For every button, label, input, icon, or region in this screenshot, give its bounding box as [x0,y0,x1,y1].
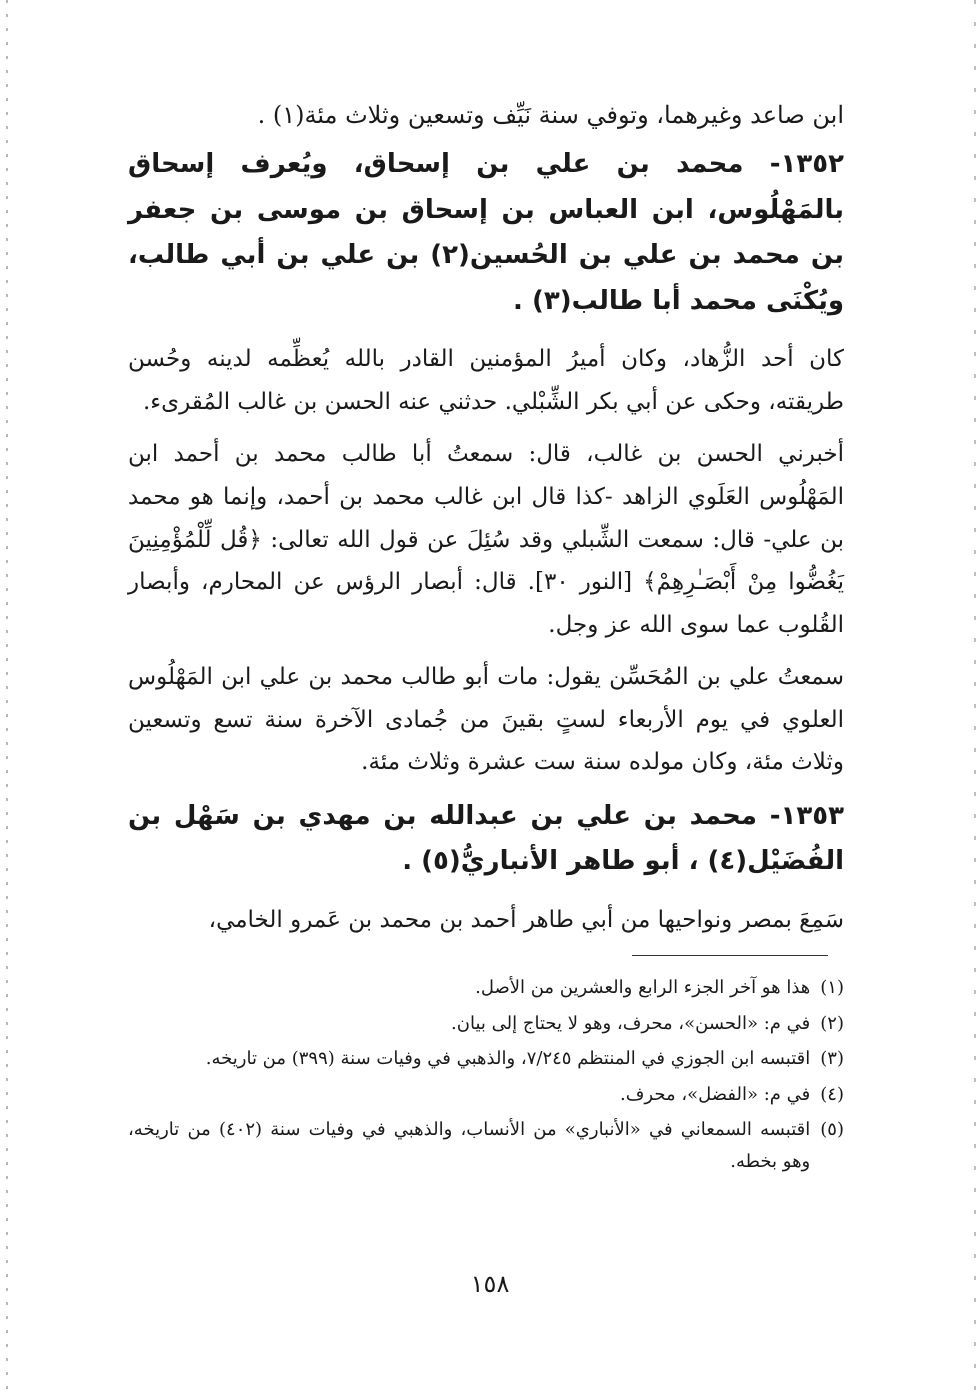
entry-1352-paragraph-1: كان أحد الزُّهاد، وكان أميرُ المؤمنين القادر بالله يُعظِّمه لدينه وحُسن طريقته، وحكى عن أبي بكر الشِّبْلي. حدثني عنه الحسن بن غالب المُقرىء. [128,346,844,415]
entry-1352-paragraph-2: أخبرني الحسن بن غالب، قال: سمعتُ أبا طالب محمد بن أحمد ابن المَهْلُوس العَلَوي الزاهد -كذا قال ابن غالب محمد بن أحمد، وإنما هو محمد بن علي- قال: سمعت الشِّبلي وقد سُئِلَ عن قول الله تعالى: ﴿قُل لِّلْمُؤْمِنِينَ يَغُضُّوا مِنْ أَبْصَـٰرِهِمْ﴾ [النور ٣٠]. قال: أبصار الرؤس عن المحارم، وأبصار القُلوب عما سوى الله عز وجل. [128,441,844,638]
footnote-number: (١) [820,977,844,998]
entry-heading-1352: ١٣٥٢- محمد بن علي بن إسحاق، ويُعرف إسحاق بالمَهْلُوس، ابن العباس بن إسحاق بن موسى بن جعفر بن محمد بن علي بن الحُسين(٢) بن علي بن أبي طالب، ويُكْنَى محمد أبا طالب(٣) . [128,149,844,316]
footnote-divider [632,955,828,956]
footnote-item [128,1043,844,1075]
footnote-text: اقتبسه السمعاني في «الأنباري» من الأنساب، والذهبي في وفيات سنة (٤٠٢) من تاريخه، وهو بخطه. [128,1119,811,1172]
footnote-number: (٢) [820,1012,844,1034]
footnote-number: (٣) [820,1048,844,1069]
entry-1353-paragraph-1: سَمِعَ بمصر ونواحيها من أبي طاهر أحمد بن محمد بن عَمرو الخامي، [208,906,844,933]
footnote-item [128,972,844,1004]
footnote-number: (٤) [820,1083,844,1105]
footnotes [128,972,844,1181]
footnote-item [128,1008,844,1040]
footnote-text: في م: «الفضل»، محرف. [620,1083,811,1105]
footnote-text: هذا هو آخر الجزء الرابع والعشرين من الأصل. [475,977,811,998]
entry-heading-1353: ١٣٥٣- محمد بن علي بن عبدالله بن مهدي بن سَهْل بن الفُضَيْل(٤) ، أبو طاهر الأنباريُّ(٥) . [128,800,844,877]
footnote-text: في م: «الحسن»، محرف، وهو لا يحتاج إلى بيان. [451,1012,811,1034]
main-text [128,96,844,951]
entry-1352-paragraph-3: سمعتُ علي بن المُحَسِّن يقول: مات أبو طالب محمد بن علي ابن المَهْلُوس العلوي في يوم الأربعاء لستٍ بقينَ من جُمادى الآخرة سنة تسع وتسعين وثلاث مئة، وكان مولده سنة ست عشرة وثلاث مئة. [128,664,844,776]
footnote-text: اقتبسه ابن الجوزي في المنتظم ٧/٢٤٥، والذهبي في وفيات سنة (٣٩٩) من تاريخه. [205,1048,811,1069]
scan-edge-right [974,0,976,1392]
page-number: ١٥٨ [470,1270,510,1298]
footnote-item [128,1079,844,1111]
continuation-line: ابن صاعد وغيرهما، وتوفي سنة نَيِّف وتسعين وثلاث مئة(١) . [257,101,844,129]
scan-edge-left [6,0,8,1392]
footnote-item [128,1114,844,1177]
footnote-number: (٥) [820,1119,844,1140]
